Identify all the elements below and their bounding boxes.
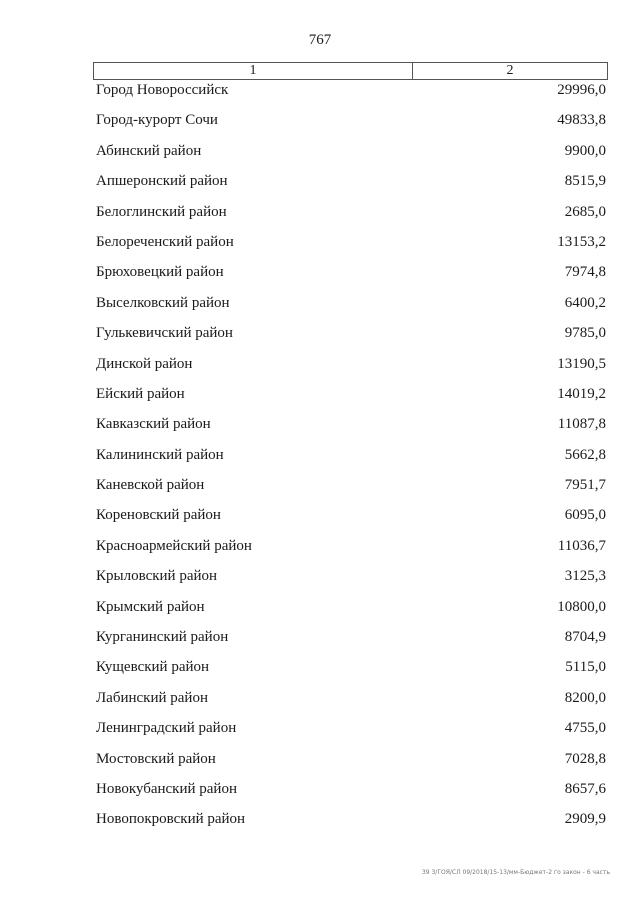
district-name: Новокубанский район	[96, 780, 237, 797]
district-value: 4755,0	[564, 720, 606, 737]
table-row	[96, 356, 606, 386]
table-header	[93, 62, 608, 80]
page-number: 767	[308, 32, 332, 48]
table-row	[96, 173, 606, 203]
district-value: 7951,7	[564, 477, 606, 494]
table-row	[96, 477, 606, 507]
district-value: 5662,8	[564, 446, 606, 463]
table-row	[96, 143, 606, 173]
district-value: 6095,0	[564, 507, 606, 524]
district-value: 5115,0	[565, 659, 606, 676]
table-row	[96, 720, 606, 750]
table-row	[96, 599, 606, 629]
district-name: Лабинский район	[96, 689, 208, 706]
table-header-col-2: 2	[506, 63, 514, 78]
district-name: Город-курорт Сочи	[96, 112, 218, 129]
table-row	[96, 264, 606, 294]
district-value: 8200,0	[564, 689, 606, 706]
district-value: 10800,0	[557, 598, 606, 615]
district-name: Каневской район	[96, 477, 205, 494]
district-name: Ленинградский район	[96, 720, 237, 737]
table-header-col-1: 1	[94, 63, 413, 79]
table-row	[96, 386, 606, 416]
table-row	[96, 204, 606, 234]
district-name: Кавказский район	[96, 416, 211, 433]
district-name: Кущевский район	[96, 659, 210, 676]
district-name: Брюховецкий район	[96, 264, 224, 281]
district-value: 6400,2	[564, 294, 606, 311]
district-value: 9785,0	[564, 325, 606, 342]
district-value: 8657,6	[564, 780, 606, 797]
table-row	[96, 234, 606, 264]
district-value: 3125,3	[564, 568, 606, 585]
district-name: Гулькевичский район	[96, 325, 233, 342]
district-value: 7028,8	[564, 750, 606, 767]
table-row	[96, 629, 606, 659]
district-value: 8704,9	[564, 629, 606, 646]
district-name: Калининский район	[96, 446, 224, 463]
district-name: Белореченский район	[96, 233, 234, 250]
district-name: Кореновский район	[96, 507, 221, 524]
district-value: 13153,2	[557, 233, 606, 250]
table-row	[96, 811, 606, 841]
table-row	[96, 568, 606, 598]
district-value: 7974,8	[564, 264, 606, 281]
district-name: Крымский район	[96, 598, 205, 615]
district-name: Мостовский район	[96, 750, 216, 767]
table-row	[96, 538, 606, 568]
district-name: Крыловский район	[96, 568, 218, 585]
table-row	[96, 82, 606, 112]
district-value: 2909,9	[564, 811, 606, 828]
footer-note: 39 3/ГОЯ/СЛ 09/2018/15-13/мм-Бюджет-2 го закон - 6 часть	[421, 869, 610, 876]
table-row	[96, 112, 606, 142]
district-name: Красноармейский район	[96, 537, 252, 554]
district-name: Белоглинский район	[96, 203, 227, 220]
table-row	[96, 751, 606, 781]
district-name: Ейский район	[96, 385, 185, 402]
district-value: 14019,2	[557, 385, 606, 402]
table-body	[96, 82, 606, 842]
district-value: 49833,8	[557, 112, 606, 129]
district-name: Апшеронский район	[96, 173, 228, 190]
district-name: Курганинский район	[96, 629, 229, 646]
district-value: 29996,0	[557, 82, 606, 98]
table-row	[96, 781, 606, 811]
district-value: 13190,5	[557, 355, 606, 372]
district-name: Город Новороссийск	[96, 82, 229, 98]
table-row	[96, 447, 606, 477]
district-value: 11087,8	[557, 416, 606, 433]
table-row	[96, 690, 606, 720]
district-value: 11036,7	[557, 537, 606, 554]
district-value: 8515,9	[564, 173, 606, 190]
table-row	[96, 325, 606, 355]
district-value: 2685,0	[564, 203, 606, 220]
table-row	[96, 659, 606, 689]
district-name: Динской район	[96, 355, 193, 372]
table-row	[96, 295, 606, 325]
table-row	[96, 416, 606, 446]
district-name: Абинский район	[96, 142, 202, 159]
district-name: Выселковский район	[96, 294, 230, 311]
district-value: 9900,0	[564, 142, 606, 159]
table-row	[96, 507, 606, 537]
district-name: Новопокровский район	[96, 811, 246, 828]
